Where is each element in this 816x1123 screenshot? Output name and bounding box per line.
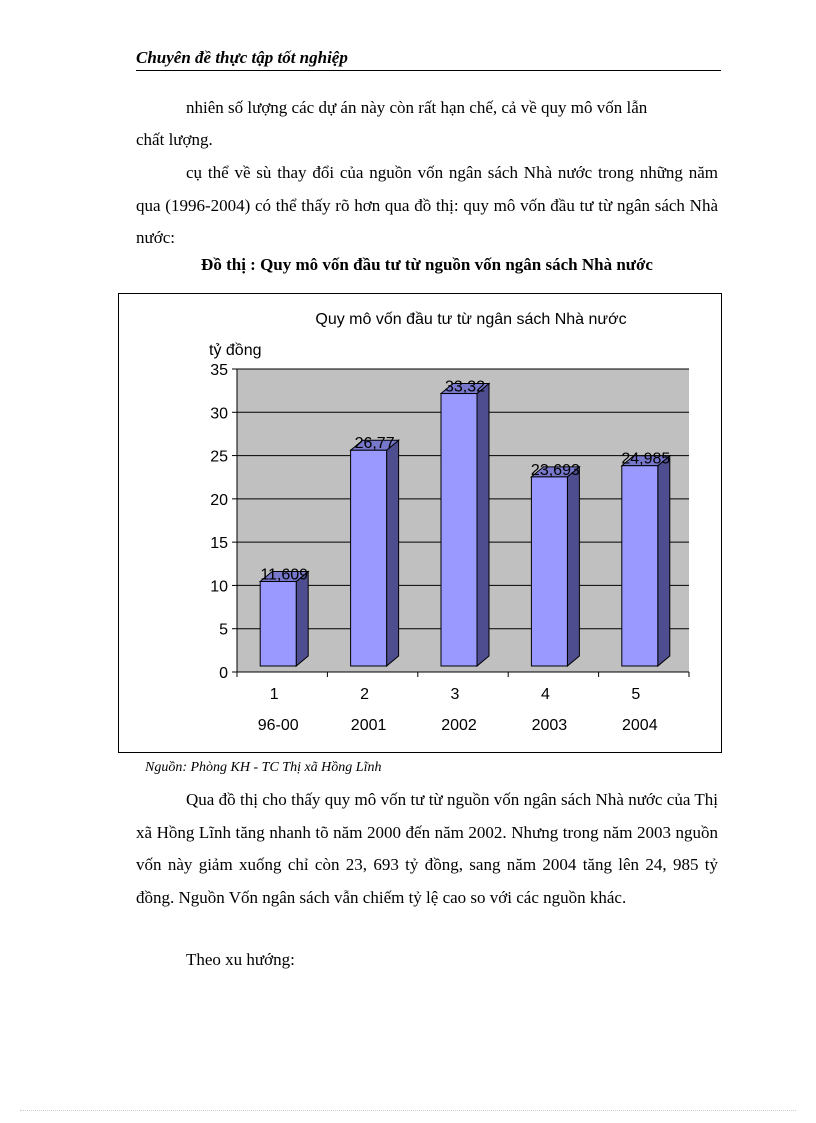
y-tick-label: 15 [210, 535, 228, 553]
bar [622, 466, 658, 666]
paragraph-4: Theo xu hướng: [186, 950, 295, 969]
bar [260, 581, 296, 666]
chart-caption: Đồ thị : Quy mô vốn đầu tư từ nguồn vốn ngân sách Nhà nước [201, 255, 653, 274]
data-label: 24,985 [621, 450, 671, 468]
x-category-label: 2004 [622, 717, 658, 734]
bar-side [567, 467, 579, 666]
page-header: Chuyên đề thực tập tốt nghiệp [136, 48, 721, 71]
paragraph-2: cụ thể về sù thay đổi của nguồn vốn ngân sách Nhà nước trong những năm qua (1996-2004) có thể thấy rõ hơn qua đồ thị: quy mô vốn đầu tư từ ngân sách Nhà nước: [136, 163, 718, 247]
bar [441, 394, 477, 666]
y-tick-label: 20 [210, 491, 228, 509]
bar-chart [119, 294, 721, 752]
x-tick-label: 3 [450, 686, 460, 703]
chart-source: Nguồn: Phòng KH - TC Thị xã Hồng Lĩnh [145, 760, 382, 775]
y-axis-label: tỷ đồng [209, 342, 262, 359]
bar [531, 477, 567, 666]
data-label: 11,609 [260, 566, 309, 584]
paragraph-1-line-1: nhiên số lượng các dự án này còn rất hạn chế, cả về quy mô vốn lẫn [186, 98, 648, 117]
y-tick-label: 5 [219, 621, 228, 639]
y-tick-label: 10 [210, 578, 228, 596]
y-tick-label: 0 [219, 665, 228, 682]
x-category-label: 96-00 [257, 717, 299, 734]
y-tick-label: 30 [210, 405, 228, 423]
page-bottom-border [20, 1110, 796, 1111]
data-label: 26,77 [354, 435, 395, 453]
y-tick-label: 25 [210, 448, 228, 466]
data-label: 23,693 [530, 461, 580, 479]
bar-side [658, 456, 670, 666]
bar-side [477, 384, 489, 666]
x-tick-label: 4 [540, 686, 550, 703]
x-tick-label: 5 [631, 686, 641, 703]
data-label: 33,32 [444, 378, 486, 396]
chart-frame [118, 293, 722, 753]
chart-title: Quy mô vốn đầu tư từ ngân sách Nhà nước [315, 311, 627, 328]
x-category-label: 2001 [350, 717, 387, 734]
paragraph-1-line-2: chất lượng. [136, 130, 213, 149]
y-tick-label: 35 [210, 362, 228, 379]
x-tick-label: 1 [269, 686, 279, 703]
bar [351, 450, 387, 666]
x-category-label: 2003 [531, 717, 568, 734]
x-category-label: 2002 [441, 717, 477, 734]
x-tick-label: 2 [360, 686, 370, 703]
paragraph-3: Qua đồ thị cho thấy quy mô vốn tư từ nguồn vốn ngân sách Nhà nước của Thị xã Hồng Lĩnh tăng nhanh tõ năm 2000 đến năm 2002. Nhưng trong năm 2003 nguồn vốn này giảm xuống chỉ còn 23, 693 tỷ đồng, sang năm 2004 tăng lên 24, 985 tỷ đồng. Nguồn Vốn ngân sách vẫn chiếm tỷ lệ cao so với các nguồn khác. [136, 790, 718, 907]
bar-side [387, 440, 399, 666]
bar-side [296, 571, 308, 666]
